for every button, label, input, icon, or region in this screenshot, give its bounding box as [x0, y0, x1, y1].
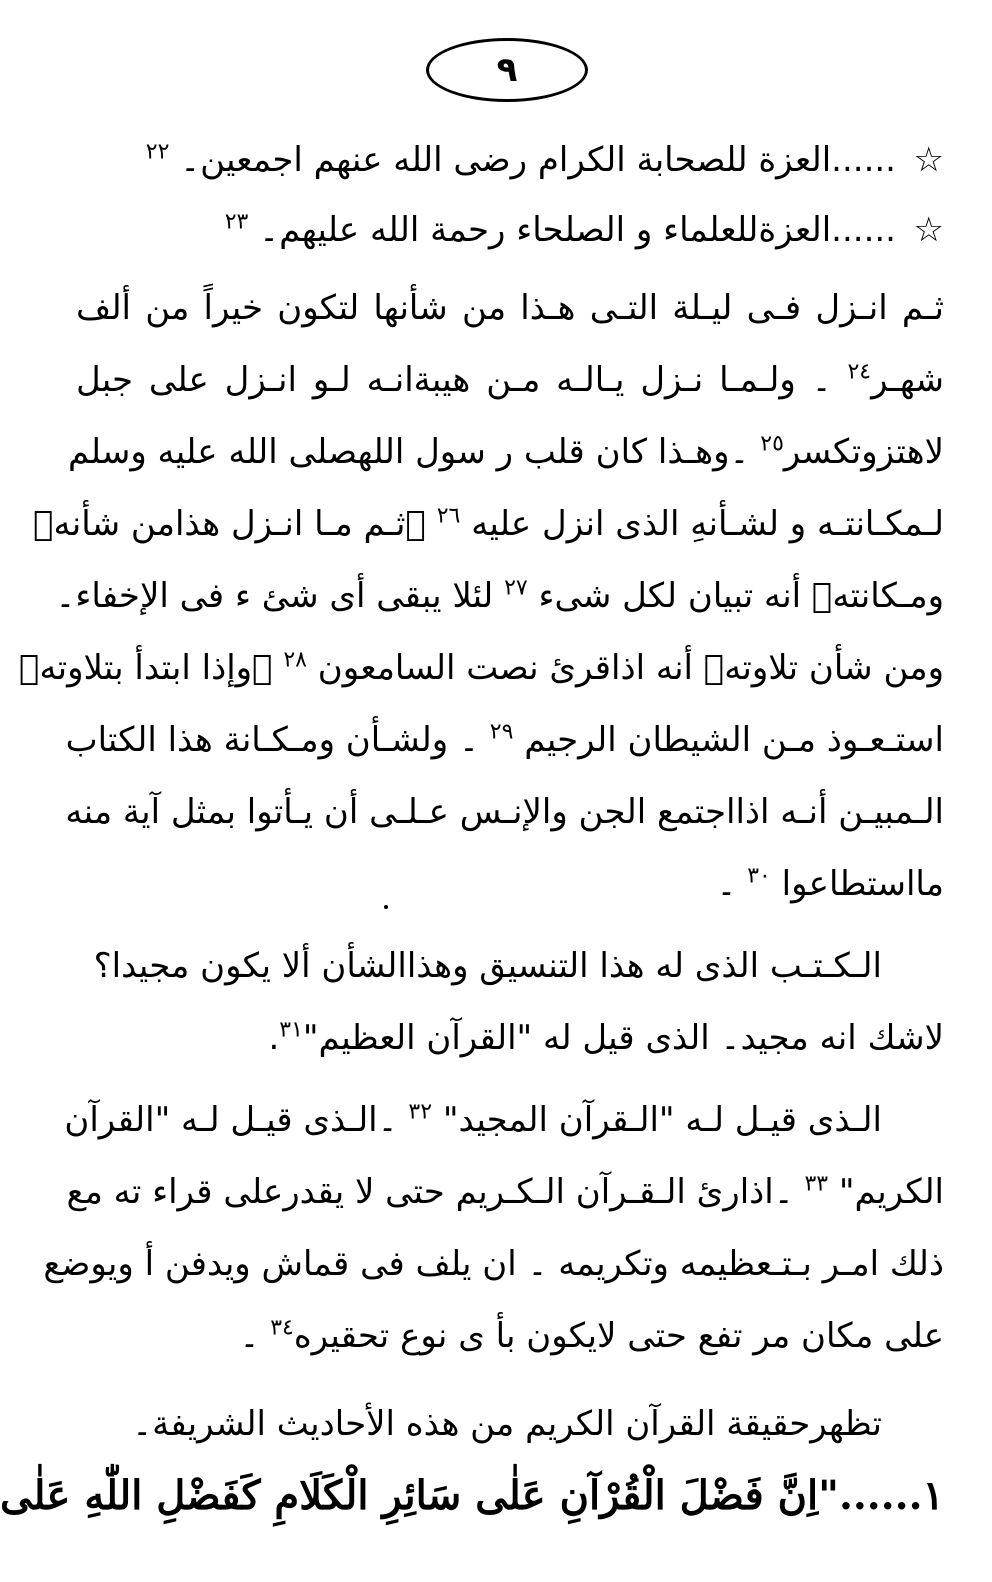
- text-span: ۔اذارئ الـقـرآن الـكـريم حتى لا يقدرعلى قراء ته مع: [66, 1172, 794, 1212]
- text-span: مااستطاعوا: [781, 864, 944, 904]
- paragraph-line: [76, 1014, 944, 1062]
- star-item-text: ......العزة للصحابة الكرام رضى الله عنهم اجمعين۔: [180, 140, 896, 180]
- text-span: ۔وإذا ابتدأ بتلاوتهٖ: [19, 648, 273, 688]
- paragraph-line: ذلك امـر بـتـعظيمه وتكريمه ۔ ان يلف فى قماش ويدفن أ ويوضع: [43, 1244, 944, 1284]
- footnote-ref: ٣١: [279, 1017, 303, 1043]
- text-span: ومـكانتهٖ أنه تبيان لكل شىء: [538, 576, 944, 616]
- star-icon: ☆: [913, 210, 944, 250]
- footnote-ref: ٣٣: [804, 1171, 829, 1197]
- footnote-ref: ٢٤: [847, 359, 872, 385]
- footnote-ref: ٢٩: [489, 719, 514, 745]
- text-span: ۔ ولشـأن ومـكـانة هذا الكتاب: [65, 720, 479, 760]
- star-item-2: [225, 206, 896, 254]
- star-item-text: ......العزةللعلماء و الصلحاء رحمة الله عليهم۔: [259, 210, 896, 250]
- text-span: ۔ ولـمـا نـزل يـالـه مـن هيبةانـه لـو انـزل على جبل: [76, 360, 832, 400]
- text-span: الكريم": [838, 1172, 944, 1212]
- footnote-ref: ٢٣: [224, 209, 249, 235]
- text-span: ۔الـذى قيـل لـه "القرآن: [64, 1100, 398, 1140]
- paragraph-line: [64, 1096, 882, 1144]
- paragraph-line: [66, 1168, 944, 1216]
- text-span: لاهتزوتكسر: [783, 432, 944, 472]
- paragraph-line: [76, 356, 944, 404]
- intro-line: تظهرحقيقة القرآن الكريم من هذه الأحاديث الشريفة۔: [132, 1404, 882, 1444]
- paragraph-line: [55, 572, 944, 620]
- footnote-ref: ٣٤: [270, 1315, 294, 1341]
- text-span: ۔وهـذا كان قلب ر سول اللهصلى الله عليه وسلم: [67, 432, 750, 472]
- text-span: على مكان مر تفع حتى لايكون بأ ى نوع تحقيره: [293, 1316, 944, 1356]
- paragraph-line: [76, 860, 944, 908]
- paragraph-line: [33, 500, 944, 548]
- text-span: الـذى قيـل لـه "الـقرآن المجيد": [442, 1100, 882, 1140]
- text-span: ۔: [239, 1316, 260, 1356]
- text-span: ۔ثـم مـا انـزل هذامن شأنهٖ: [33, 504, 426, 544]
- speck-dot: [384, 905, 388, 909]
- star-item-1: [146, 136, 896, 184]
- footnote-ref: ٣٠: [747, 863, 771, 889]
- text-span: .: [268, 1018, 280, 1058]
- paragraph-line: الـكـتـب الذى له هذا التنسيق وهذاالشأن ألا يكون مجيدا؟: [93, 946, 882, 986]
- star-icon: ☆: [913, 140, 944, 180]
- paragraph-line: [76, 1312, 944, 1360]
- text-span: ۔: [716, 864, 737, 904]
- footnote-ref: ٢٥: [760, 431, 784, 457]
- footnote-ref: ٢٧: [504, 575, 528, 601]
- text-span: لاشك انه مجيد۔ الذى قيل له "القرآن العظيم": [302, 1018, 944, 1058]
- footnote-ref: ٢٦: [436, 503, 461, 529]
- paragraph-line: ثـم انـزل فـى ليـلة التـى هـذا من شأنها لتكون خيراً من ألف: [76, 288, 944, 328]
- footnote-ref: ٣٢: [408, 1099, 433, 1125]
- footnote-ref: ٢٨: [283, 647, 307, 673]
- text-span: ومن شأن تلاوتهٖ أنه اذاقرئ نصت السامعون: [317, 648, 944, 688]
- text-span: لئلا يبقى أى شئ ء فى الإخفاء۔: [55, 576, 494, 616]
- text-span: لـمكـانتـه و لشـأنهِ الذى انزل عليه: [471, 504, 944, 544]
- paragraph-line: [67, 428, 944, 476]
- paragraph-line: [19, 644, 944, 692]
- text-span: شهـر: [871, 360, 944, 400]
- paragraph-line: الـمبيـن أنـه اذااجتمع الجن والإنـس عـلـى أن يـأتوا بمثل آية منه: [65, 792, 944, 832]
- page-number: ٩: [426, 38, 588, 102]
- text-span: استـعـوذ مـن الشيطان الرجيم: [524, 720, 944, 760]
- footnote-ref: ٢٢: [145, 139, 170, 165]
- hadith-line: ١......"اِنَّ فَضْلَ الْقُرْآنِ عَلٰى سَائِرِ الْكَلَامِ كَفَضْلِ اللّٰهِ عَلٰى: [0, 1472, 944, 1519]
- paragraph-line: [65, 716, 944, 764]
